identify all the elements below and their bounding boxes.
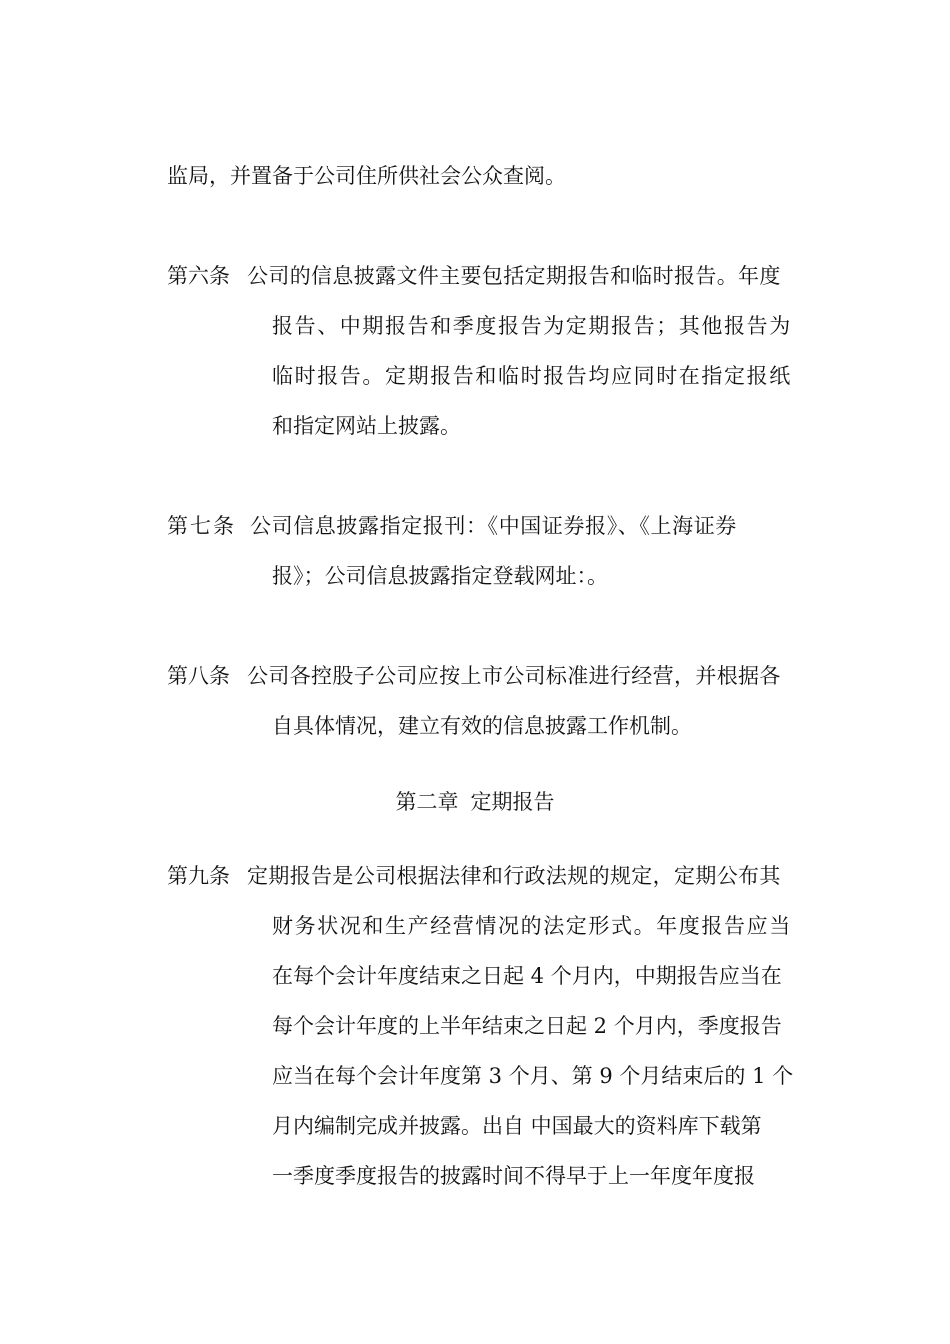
article-number: 第六条 xyxy=(167,264,230,288)
article-line: 在每个会计年度结束之日起 4 个月内，中期报告应当在 xyxy=(272,964,782,988)
article-number: 第七条 xyxy=(167,514,236,538)
article-line: 报》；公司信息披露指定登载网址：。 xyxy=(272,564,608,588)
article-line: 一季度季度报告的披露时间不得早于上一年度年度报 xyxy=(272,1164,755,1188)
article-line: 自具体情况，建立有效的信息披露工作机制。 xyxy=(272,714,692,738)
article-line: 公司的信息披露文件主要包括定期报告和临时报告。年度 xyxy=(247,264,781,288)
chapter-number: 第二章 xyxy=(395,790,459,814)
chapter-heading xyxy=(0,788,950,816)
chapter-title: 定期报告 xyxy=(470,790,555,814)
article-line: 公司各控股子公司应按上市公司标准进行经营，并根据各 xyxy=(247,664,781,688)
article-line: 报告、中期报告和季度报告为定期报告；其他报告为 xyxy=(272,314,792,338)
article-line: 月内编制完成并披露。出自 中国最大的资料库下载第 xyxy=(272,1114,762,1138)
article-line: 每个会计年度的上半年结束之日起 2 个月内，季度报告 xyxy=(272,1014,782,1038)
continuation-line: 监局，并置备于公司住所供社会公众查阅。 xyxy=(167,164,566,188)
article-line: 财务状况和生产经营情况的法定形式。年度报告应当 xyxy=(272,914,792,938)
article-line: 公司信息披露指定报刊：《中国证券报》、《上海证券 xyxy=(250,514,737,538)
article-number: 第八条 xyxy=(167,664,230,688)
article-line: 定期报告是公司根据法律和行政法规的规定，定期公布其 xyxy=(247,864,781,888)
article-line: 临时报告。定期报告和临时报告均应同时在指定报纸 xyxy=(272,364,792,388)
article-line: 和指定网站上披露。 xyxy=(272,414,461,438)
article-number: 第九条 xyxy=(167,864,230,888)
article-line: 应当在每个会计年度第 3 个月、第 9 个月结束后的 1 个 xyxy=(272,1064,794,1088)
